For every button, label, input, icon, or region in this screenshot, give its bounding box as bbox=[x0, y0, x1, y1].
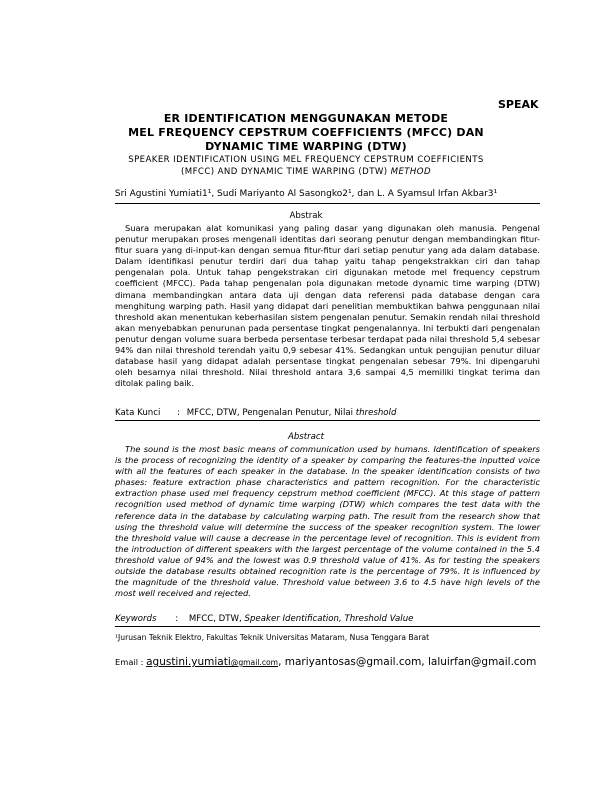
keywords-label: Keywords bbox=[115, 614, 157, 624]
abstract-paragraph: The sound is the most basic means of communication used by humans. Identification of speakers is the process of recognizing the identity of a speaker by comparing the features-the inputted voice with all the features of each speaker in the database. In the speaker identification consists of two phases: feature extraction phase characteristics and pattern recognition. For the characteristic extraction phase used mel frequency cepstrum method coefficient (MFCC). At this stage of pattern recognition used method of dynamic time warping (DTW) which compares the test data with the reference data in the database by calculating warping path. The result from the research show that using the threshold value will determine the success of the speaker recognition system. The lower the threshold value will cause a decrease in the percentage level of recognition. This is evident from the introduction of different speakers with the largest percentage of the volume contained in the 5.4 threshold value of 94% and the lowest was 0.9 threshold value of 41%. As for testing the speakers outside the database results obtained recognition rate is the percentage of 79%. It is influenced by the magnitude of the threshold value. Threshold value between 3.6 to 4.5 have high levels of the most well received and rejected. bbox=[115, 444, 540, 599]
kata-kunci-divider bbox=[115, 420, 540, 421]
email-link-1-domain[interactable]: @gmail.com bbox=[230, 658, 279, 667]
keywords-separator: : bbox=[175, 614, 179, 624]
abstract-heading: Abstract bbox=[287, 432, 325, 442]
title-fragment-speak: SPEAK bbox=[498, 98, 539, 111]
email-link-1[interactable]: agustini.yumiati bbox=[146, 656, 231, 668]
email-links-rest[interactable]: , mariyantosas@gmail.com, laluirfan@gmail.com bbox=[278, 656, 537, 668]
title-line-2: MEL FREQUENCY CEPSTRUM COEFFICIENTS (MFCC) DAN bbox=[128, 126, 484, 139]
author-divider bbox=[115, 203, 540, 204]
kata-kunci-label: Kata Kunci bbox=[115, 408, 161, 418]
english-title-method: METHOD bbox=[390, 167, 431, 177]
keywords-value-italic: Speaker Identification, Threshold Value bbox=[244, 614, 414, 624]
keywords-line bbox=[115, 614, 413, 624]
keywords-divider bbox=[115, 626, 540, 627]
english-title-line-2-text: (MFCC) AND DYNAMIC TIME WARPING (DTW) bbox=[181, 167, 391, 177]
abstrak-paragraph: Suara merupakan alat komunikasi yang paling dasar yang digunakan oleh manusia. Pengenal penutur merupakan proses mengenali identitas dari seorang penutur dengan membandingkan fitur-fitur suara yang di-input-kan dengan semua fitur-fitur dari setiap penutur yang ada dalam database. Dalam identifikasi penutur terdiri dari dua tahap yaitu tahap pengekstrakkan ciri dan tahap pengenalan pola. Untuk tahap pengekstrakan ciri digunakan metode mel frequency cepstrum coefficient (MFCC). Pada tahap pengenalan pola digunakan metode dynamic time warping (DTW) dimana membandingkan antara data uji dengan data referensi pada database dengan cara menghitung warping path. Hasil yang didapat dari penelitian membuktikan bahwa penggunaan nilai threshold akan menentukan keberhasilan sistem pengenalan penutur. Semakin rendah nilai threshold akan menyebabkan penurunan pada persentase tingkat pengenalannya. Ini terbukti dari pengenalan penutur dengan volume suara berbeda persentase terbesar terdapat pada nilai threshold 5,4 sebesar 94% dan nilai threshold terendah yaitu 0,9 sebesar 41%. Sedangkan untuk pengujian penutur diluar database hasil yang didapat adalah persentase tingkat pengenalan sebesar 79%. Ini dipengaruhi oleh besarnya nilai threshold. Nilai threshold antara 3,6 sampai 4,5 memiliki tingkat terima dan ditolak paling baik. bbox=[115, 223, 540, 389]
title-line-1: ER IDENTIFICATION MENGGUNAKAN METODE bbox=[163, 112, 449, 125]
email-label: Email : bbox=[115, 657, 147, 667]
kata-kunci-separator: : bbox=[177, 408, 180, 418]
author-list: Sri Agustini Yumiati1¹, Sudi Mariyanto Al Sasongko2¹, dan L. A Syamsul Irfan Akbar3¹ bbox=[114, 189, 498, 199]
title-line-3: DYNAMIC TIME WARPING (DTW) bbox=[205, 140, 407, 153]
abstrak-heading: Abstrak bbox=[289, 211, 323, 221]
kata-kunci-value: MFCC, DTW, Pengenalan Penutur, Nilai bbox=[186, 408, 356, 418]
english-title-line-2 bbox=[0, 167, 612, 177]
affiliation: ¹Jurusan Teknik Elektro, Fakultas Teknik Universitas Mataram, Nusa Tenggara Barat bbox=[115, 633, 430, 642]
english-title-line-1: SPEAKER IDENTIFICATION USING MEL FREQUENCY CEPSTRUM COEFFICIENTS bbox=[128, 155, 484, 165]
kata-kunci-line bbox=[115, 408, 396, 418]
email-line bbox=[115, 656, 536, 668]
kata-kunci-value-italic: threshold bbox=[355, 408, 397, 418]
keywords-value: MFCC, DTW, bbox=[188, 614, 245, 624]
